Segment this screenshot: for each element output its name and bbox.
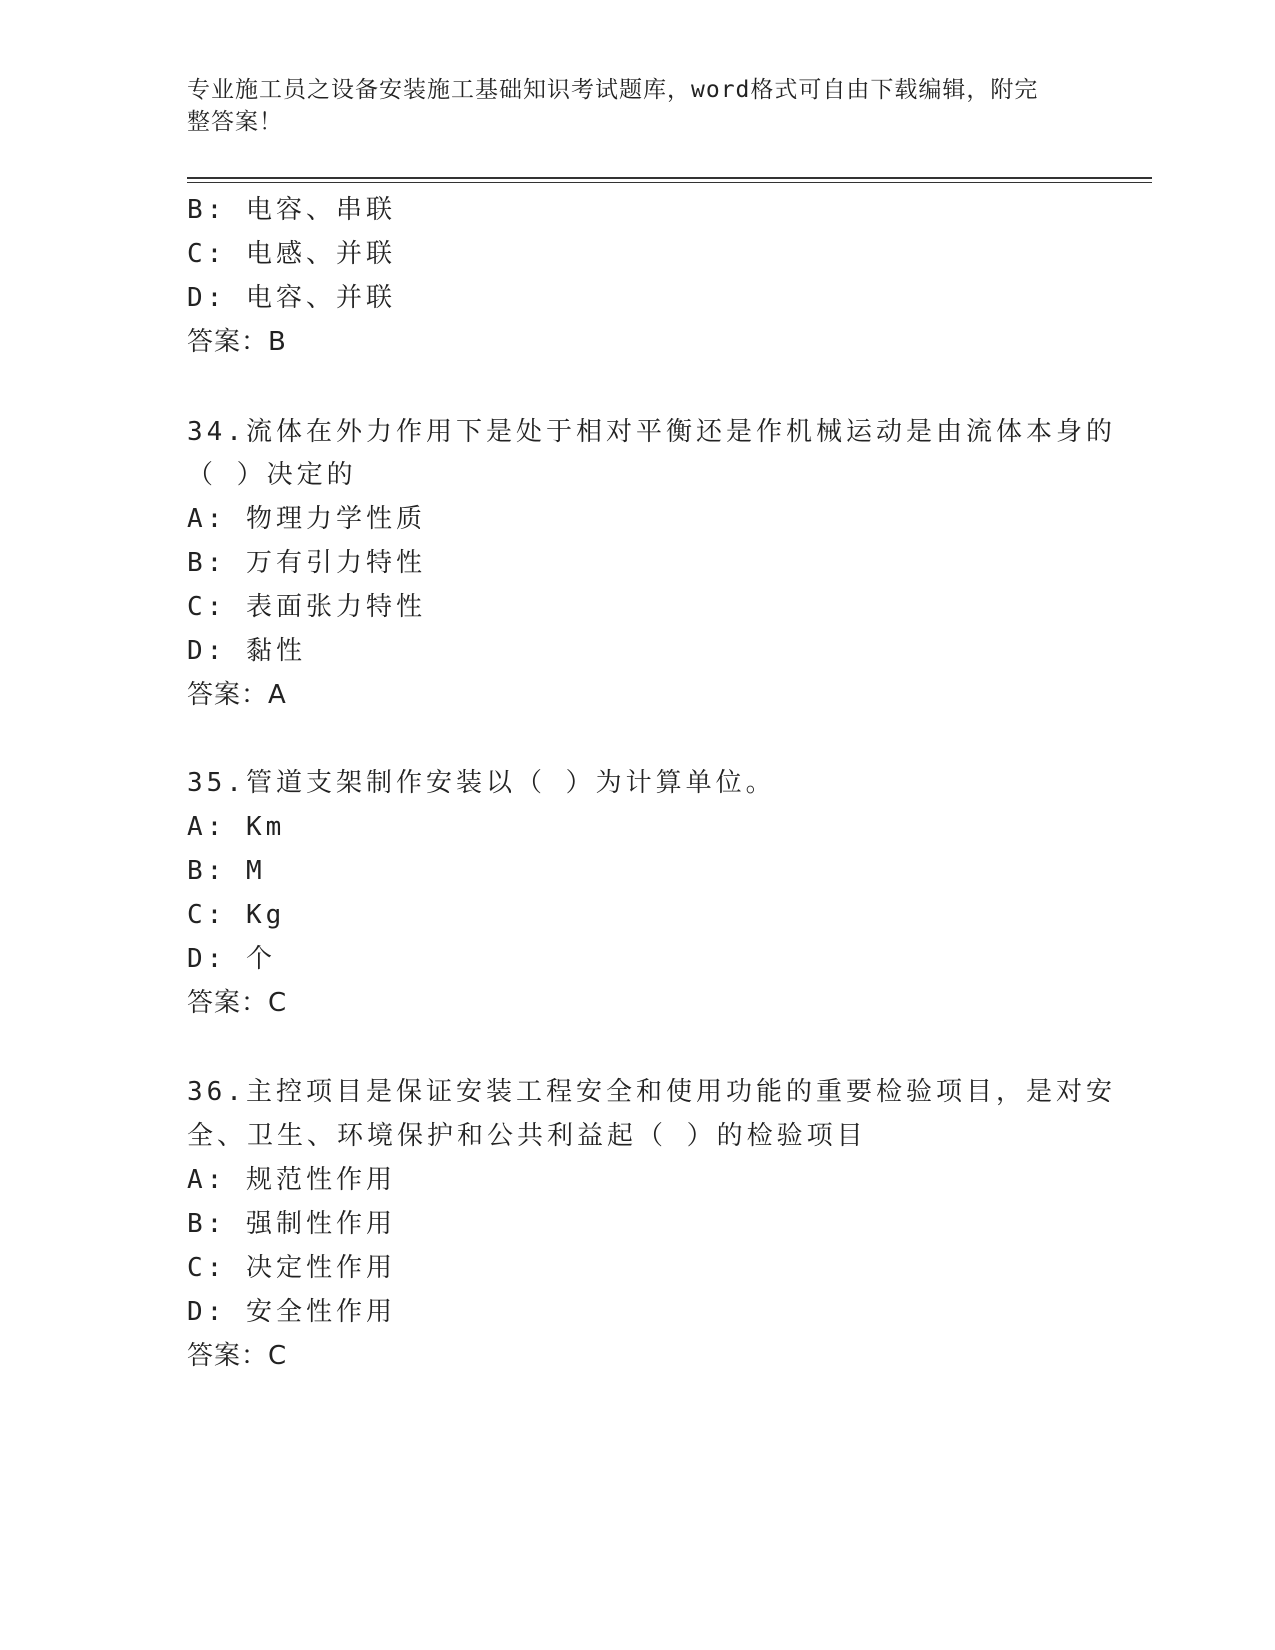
- q36-option-c: C: 决定性作用: [187, 1253, 396, 1283]
- q33-answer: 答案：B: [187, 327, 287, 357]
- q33-option-c: C: 电感、并联: [187, 239, 396, 269]
- q35-stem-line-1: 35.管道支架制作安装以（ ）为计算单位。: [187, 768, 776, 798]
- q34-stem-line-2: （ ）决定的: [187, 460, 357, 490]
- q35-answer: 答案：C: [187, 988, 288, 1018]
- header-divider-thin: [187, 182, 1152, 183]
- document-header: [187, 74, 1067, 138]
- q35-option-c: C: Kg: [187, 900, 286, 930]
- q34-option-b: B: 万有引力特性: [187, 548, 426, 578]
- q36-option-a: A: 规范性作用: [187, 1165, 396, 1195]
- header-title-line-2: 整答案！: [187, 109, 283, 135]
- q33-option-b: B: 电容、串联: [187, 195, 396, 225]
- q36-stem-line-1: 36.主控项目是保证安装工程安全和使用功能的重要检验项目，是对安: [187, 1077, 1116, 1107]
- header-title-line-1: 专业施工员之设备安装施工基础知识考试题库，word格式可自由下载编辑，附完: [187, 77, 1039, 103]
- q36-answer: 答案：C: [187, 1341, 288, 1371]
- q36-stem-line-2: 全、卫生、环境保护和公共利益起（ ）的检验项目: [187, 1121, 867, 1151]
- q34-option-d: D: 黏性: [187, 636, 306, 666]
- header-divider-thick: [187, 177, 1152, 179]
- q33-option-d: D: 电容、并联: [187, 283, 396, 313]
- q34-stem-line-1: 34.流体在外力作用下是处于相对平衡还是作机械运动是由流体本身的: [187, 417, 1116, 447]
- q36-option-b: B: 强制性作用: [187, 1209, 396, 1239]
- q34-option-c: C: 表面张力特性: [187, 592, 426, 622]
- q34-answer: 答案：A: [187, 680, 287, 710]
- q34-option-a: A: 物理力学性质: [187, 504, 426, 534]
- q35-option-b: B: M: [187, 856, 266, 886]
- q35-option-a: A: Km: [187, 812, 286, 842]
- q35-option-d: D: 个: [187, 944, 276, 974]
- q36-option-d: D: 安全性作用: [187, 1297, 396, 1327]
